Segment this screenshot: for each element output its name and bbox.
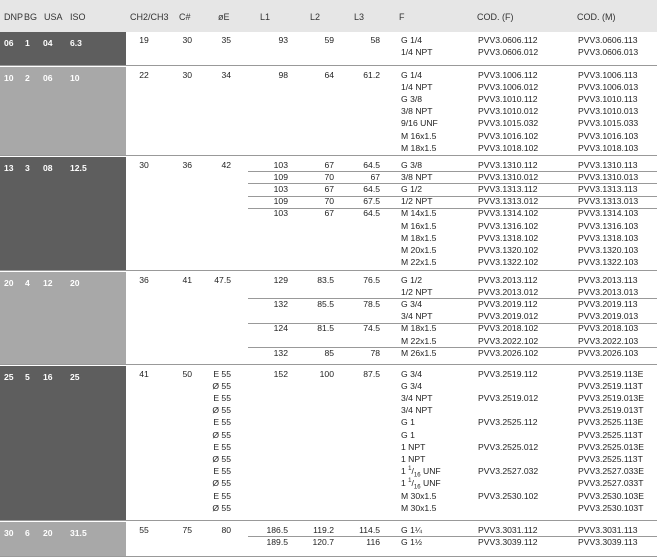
group-dnp-06: [0, 32, 657, 66]
group-dnp: 30: [4, 528, 14, 538]
cell-l2: 70: [324, 196, 334, 207]
cell-l2: 70: [324, 171, 334, 182]
group-oe: E 55: [213, 368, 231, 379]
cell-cf: PVV3.2519.012: [478, 392, 539, 403]
cell-f: M 14x1.5: [401, 208, 437, 219]
header-bg: BG: [24, 12, 38, 22]
group-c: 30: [182, 34, 192, 45]
cell-f: G 1/4: [401, 69, 423, 80]
cell-l1: 98: [278, 69, 288, 80]
cell-f: 3/4 NPT: [401, 405, 433, 416]
cell-cf: PVV3.2026.102: [478, 347, 539, 358]
group-separator: [0, 520, 657, 521]
cell-l3: 67.5: [363, 196, 380, 207]
cell-oe: Ø 55: [212, 478, 231, 489]
cell-cm: PVV3.2019.113: [578, 298, 638, 309]
cell-f: G 1¼: [401, 524, 423, 535]
cell-oe: E 55: [213, 490, 231, 501]
group-iso: 6.3: [70, 38, 82, 48]
cell-f: M 22x1.5: [401, 335, 437, 346]
cell-f: M 26x1.5: [401, 347, 437, 358]
group-oe: 47.5: [214, 274, 231, 285]
group-bg: 1: [25, 38, 30, 48]
group-c: 41: [182, 274, 192, 285]
cell-cf: PVV3.2013.112: [478, 274, 538, 285]
cell-cm: PVV3.1016.103: [578, 130, 639, 141]
group-dnp-20: [0, 272, 657, 365]
header-dnp: DNP: [4, 12, 24, 22]
cell-cm: PVV3.2019.013: [578, 311, 639, 322]
cell-l3: 78: [370, 347, 380, 358]
group-iso: 31.5: [70, 528, 87, 538]
cell-cm: PVV3.2530.103T: [578, 502, 644, 513]
cell-cf: PVV3.2525.112: [478, 417, 538, 428]
cell-cm: PVV3.2530.103E: [578, 490, 644, 501]
group-label-block: [0, 67, 126, 156]
header-c: C#: [179, 12, 191, 22]
group-separator: [0, 364, 657, 365]
table-header: [0, 0, 657, 32]
cell-l3: 61.2: [363, 69, 380, 80]
cell-cf: PVV3.1015.032: [478, 118, 539, 129]
cell-f: M 18x1.5: [401, 323, 437, 334]
cell-cf: PVV3.1006.112: [478, 69, 538, 80]
cell-l3: 78.5: [363, 298, 380, 309]
group-label-block: [0, 32, 126, 66]
cell-oe: E 55: [213, 392, 231, 403]
cell-f: M 30x1.5: [401, 502, 437, 513]
cell-cm: PVV3.1006.113: [578, 69, 638, 80]
cell-f: M 20x1.5: [401, 244, 437, 255]
group-dnp: 13: [4, 163, 14, 173]
cell-cm: PVV3.0606.013: [578, 46, 639, 57]
cell-cf: PVV3.1010.012: [478, 106, 539, 117]
cell-cf: PVV3.1018.102: [478, 142, 539, 153]
cell-f: 1/2 NPT: [401, 196, 433, 207]
cell-l2: 64: [324, 69, 334, 80]
group-usa: 20: [43, 528, 53, 538]
cell-oe: Ø 55: [212, 405, 231, 416]
cell-l3: 116: [366, 536, 380, 547]
cell-f: M 22x1.5: [401, 257, 437, 268]
cell-f: 3/4 NPT: [401, 311, 433, 322]
cell-cf: PVV3.2519.112: [478, 368, 538, 379]
cell-f: 1 NPT: [401, 441, 426, 452]
header-cf: COD. (F): [477, 12, 514, 22]
cell-l1: 129: [273, 274, 288, 285]
cell-cf: PVV3.3031.112: [478, 524, 538, 535]
cell-cm: PVV3.2519.013E: [578, 392, 644, 403]
cell-f: G 3/8: [401, 93, 423, 104]
cell-f: G 1: [401, 417, 415, 428]
group-separator: [0, 65, 657, 66]
cell-cm: PVV3.2519.113E: [578, 368, 644, 379]
cell-f: 1/2 NPT: [401, 286, 433, 297]
cell-f: G 3/4: [401, 298, 423, 309]
cell-f: G 1: [401, 429, 415, 440]
group-oe: 34: [221, 69, 231, 80]
cell-cf: PVV3.1010.112: [478, 93, 538, 104]
cell-cm: PVV3.2525.013E: [578, 441, 644, 452]
cell-cf: PVV3.1320.102: [478, 244, 539, 255]
cell-l1: 103: [273, 183, 288, 194]
cell-cm: PVV3.2022.103: [578, 335, 639, 346]
group-usa: 06: [43, 73, 53, 83]
cell-cf: PVV3.1006.012: [478, 81, 539, 92]
cell-f: 1 $^1/_{16}$ UNF: [401, 466, 441, 479]
group-dnp: 06: [4, 38, 14, 48]
header-cm: COD. (M): [577, 12, 616, 22]
group-dnp: 25: [4, 372, 14, 382]
cell-cm: PVV3.2525.113T: [578, 453, 643, 464]
group-iso: 12.5: [70, 163, 87, 173]
group-ch: 41: [139, 368, 149, 379]
cell-f: 1/4 NPT: [401, 46, 433, 57]
cell-cm: PVV3.1320.103: [578, 244, 639, 255]
cell-cf: PVV3.2019.112: [478, 298, 538, 309]
cell-l1: 152: [273, 368, 288, 379]
cell-cm: PVV3.1006.013: [578, 81, 639, 92]
group-iso: 10: [70, 73, 80, 83]
cell-l2: 85.5: [317, 298, 334, 309]
cell-f: M 16x1.5: [401, 220, 437, 231]
cell-cm: PVV3.3031.113: [578, 524, 638, 535]
cell-f: 3/8 NPT: [401, 106, 433, 117]
cell-cm: PVV3.1018.103: [578, 142, 639, 153]
cell-cf: PVV3.2022.102: [478, 335, 539, 346]
cell-f: G 3/4: [401, 380, 423, 391]
header-f: F: [399, 12, 405, 22]
header-ch: CH2/CH3: [130, 12, 169, 22]
cell-l1: 124: [273, 323, 288, 334]
cell-l1: 189.5: [266, 536, 288, 547]
cell-cm: PVV3.2527.033E: [578, 466, 644, 477]
group-iso: 25: [70, 372, 80, 382]
cell-f: 3/4 NPT: [401, 392, 433, 403]
cell-cm: PVV3.2013.113: [578, 274, 638, 285]
cell-l1: 109: [273, 196, 288, 207]
group-bg: 5: [25, 372, 30, 382]
cell-l3: 58: [370, 34, 380, 45]
cell-l2: 67: [324, 159, 334, 170]
group-ch: 22: [139, 69, 149, 80]
cell-cm: PVV3.2018.103: [578, 323, 639, 334]
cell-cm: PVV3.1310.113: [578, 159, 638, 170]
cell-cm: PVV3.1010.013: [578, 106, 639, 117]
cell-oe: E 55: [213, 466, 231, 477]
cell-l3: 64.5: [363, 183, 380, 194]
cell-cm: PVV3.2013.013: [578, 286, 639, 297]
cell-cm: PVV3.2525.113T: [578, 429, 643, 440]
cell-cf: PVV3.1310.012: [478, 171, 539, 182]
group-usa: 04: [43, 38, 53, 48]
cell-l1: 103: [273, 159, 288, 170]
cell-cf: PVV3.1016.102: [478, 130, 539, 141]
cell-cm: PVV3.1310.013: [578, 171, 639, 182]
group-ch: 36: [139, 274, 149, 285]
group-iso: 20: [70, 278, 80, 288]
cell-cf: PVV3.1313.112: [478, 183, 538, 194]
group-usa: 12: [43, 278, 53, 288]
cell-cm: PVV3.0606.113: [578, 34, 638, 45]
cell-cf: PVV3.2019.012: [478, 311, 539, 322]
cell-cf: PVV3.0606.012: [478, 46, 539, 57]
cell-cm: PVV3.2527.033T: [578, 478, 644, 489]
cell-cm: PVV3.3039.113: [578, 536, 638, 547]
group-label-block: [0, 272, 126, 365]
cell-cm: PVV3.2026.103: [578, 347, 639, 358]
group-usa: 16: [43, 372, 53, 382]
group-label-block: [0, 157, 126, 271]
header-l1: L1: [260, 12, 271, 22]
cell-f: G 1/2: [401, 274, 423, 285]
cell-cm: PVV3.1010.113: [578, 93, 638, 104]
cell-oe: Ø 55: [212, 429, 231, 440]
cell-l3: 74.5: [363, 323, 380, 334]
cell-cm: PVV3.1313.013: [578, 196, 639, 207]
group-ch: 30: [139, 159, 149, 170]
cell-oe: E 55: [213, 417, 231, 428]
group-bg: 4: [25, 278, 30, 288]
header-oe: øE: [218, 12, 230, 22]
cell-l1: 186.5: [266, 524, 288, 535]
cell-cf: PVV3.2527.032: [478, 466, 539, 477]
cell-l2: 85: [324, 347, 334, 358]
cell-l3: 76.5: [363, 274, 380, 285]
cell-f: M 30x1.5: [401, 490, 437, 501]
cell-cf: PVV3.0606.112: [478, 34, 538, 45]
cell-cm: PVV3.1313.113: [578, 183, 638, 194]
cell-l3: 87.5: [363, 368, 380, 379]
cell-f: G 1/4: [401, 34, 423, 45]
header-l2: L2: [310, 12, 321, 22]
cell-f: 1 $^1/_{16}$ UNF: [401, 478, 441, 492]
cell-f: G 1/2: [401, 183, 423, 194]
group-dnp-10: [0, 67, 657, 156]
cell-f: 3/8 NPT: [401, 171, 433, 182]
cell-cf: PVV3.1310.112: [478, 159, 538, 170]
cell-f: M 18x1.5: [401, 142, 437, 153]
cell-cf: PVV3.1322.102: [478, 257, 539, 268]
cell-l1: 132: [273, 298, 288, 309]
cell-cf: PVV3.2525.012: [478, 441, 539, 452]
cell-oe: Ø 55: [212, 502, 231, 513]
cell-oe: Ø 55: [212, 453, 231, 464]
group-c: 36: [182, 159, 192, 170]
cell-cf: PVV3.1316.102: [478, 220, 539, 231]
cell-l2: 67: [324, 183, 334, 194]
cell-l2: 59: [324, 34, 334, 45]
group-oe: 35: [221, 34, 231, 45]
cell-oe: Ø 55: [212, 380, 231, 391]
cell-cf: PVV3.1313.012: [478, 196, 539, 207]
cell-l2: 67: [324, 208, 334, 219]
cell-f: G 3/4: [401, 368, 423, 379]
cell-f: M 16x1.5: [401, 130, 437, 141]
cell-f: G 1½: [401, 536, 423, 547]
group-dnp-13: [0, 157, 657, 271]
cell-l3: 64.5: [363, 159, 380, 170]
cell-cf: PVV3.1318.102: [478, 232, 539, 243]
cell-l1: 103: [273, 208, 288, 219]
group-separator: [0, 155, 657, 156]
cell-cm: PVV3.1316.103: [578, 220, 639, 231]
header-usa: USA: [44, 12, 63, 22]
cell-oe: E 55: [213, 441, 231, 452]
cell-cm: PVV3.2519.013T: [578, 405, 644, 416]
group-dnp: 10: [4, 73, 14, 83]
cell-cf: PVV3.1314.102: [478, 208, 539, 219]
cell-l2: 100: [319, 368, 334, 379]
group-dnp-25: [0, 366, 657, 521]
group-label-block: [0, 522, 126, 557]
cell-f: M 18x1.5: [401, 232, 437, 243]
header-l3: L3: [354, 12, 365, 22]
cell-f: 9/16 UNF: [401, 118, 438, 129]
group-bg: 3: [25, 163, 30, 173]
cell-cf: PVV3.3039.112: [478, 536, 538, 547]
cell-l3: 67: [370, 171, 380, 182]
cell-cf: PVV3.2013.012: [478, 286, 539, 297]
cell-cm: PVV3.1322.103: [578, 257, 639, 268]
cell-l3: 114.5: [359, 524, 380, 535]
group-c: 50: [182, 368, 192, 379]
cell-cf: PVV3.2018.102: [478, 323, 539, 334]
cell-l2: 81.5: [317, 323, 334, 334]
group-bg: 6: [25, 528, 30, 538]
cell-l2: 119.2: [313, 524, 334, 535]
cell-l2: 120.7: [312, 536, 334, 547]
cell-cm: PVV3.2519.113T: [578, 380, 643, 391]
cell-l1: 93: [278, 34, 288, 45]
group-ch: 19: [139, 34, 149, 45]
cell-l3: 64.5: [363, 208, 380, 219]
header-iso: ISO: [70, 12, 86, 22]
group-dnp-30: [0, 522, 657, 557]
group-oe: 80: [221, 524, 231, 535]
cell-cm: PVV3.1314.103: [578, 208, 639, 219]
cell-f: 1/4 NPT: [401, 81, 433, 92]
group-ch: 55: [139, 524, 149, 535]
cell-f: 1 NPT: [401, 453, 426, 464]
cell-l1: 132: [273, 347, 288, 358]
group-separator: [0, 270, 657, 271]
cell-l2: 83.5: [317, 274, 334, 285]
group-label-block: [0, 366, 126, 521]
group-oe: 42: [221, 159, 231, 170]
cell-cm: PVV3.2525.113E: [578, 417, 644, 428]
cell-l1: 109: [273, 171, 288, 182]
cell-f: G 3/8: [401, 159, 423, 170]
cell-cf: PVV3.2530.102: [478, 490, 539, 501]
group-usa: 08: [43, 163, 53, 173]
group-c: 30: [182, 69, 192, 80]
group-bg: 2: [25, 73, 30, 83]
group-c: 75: [182, 524, 192, 535]
cell-cm: PVV3.1015.033: [578, 118, 639, 129]
cell-cm: PVV3.1318.103: [578, 232, 639, 243]
group-dnp: 20: [4, 278, 14, 288]
